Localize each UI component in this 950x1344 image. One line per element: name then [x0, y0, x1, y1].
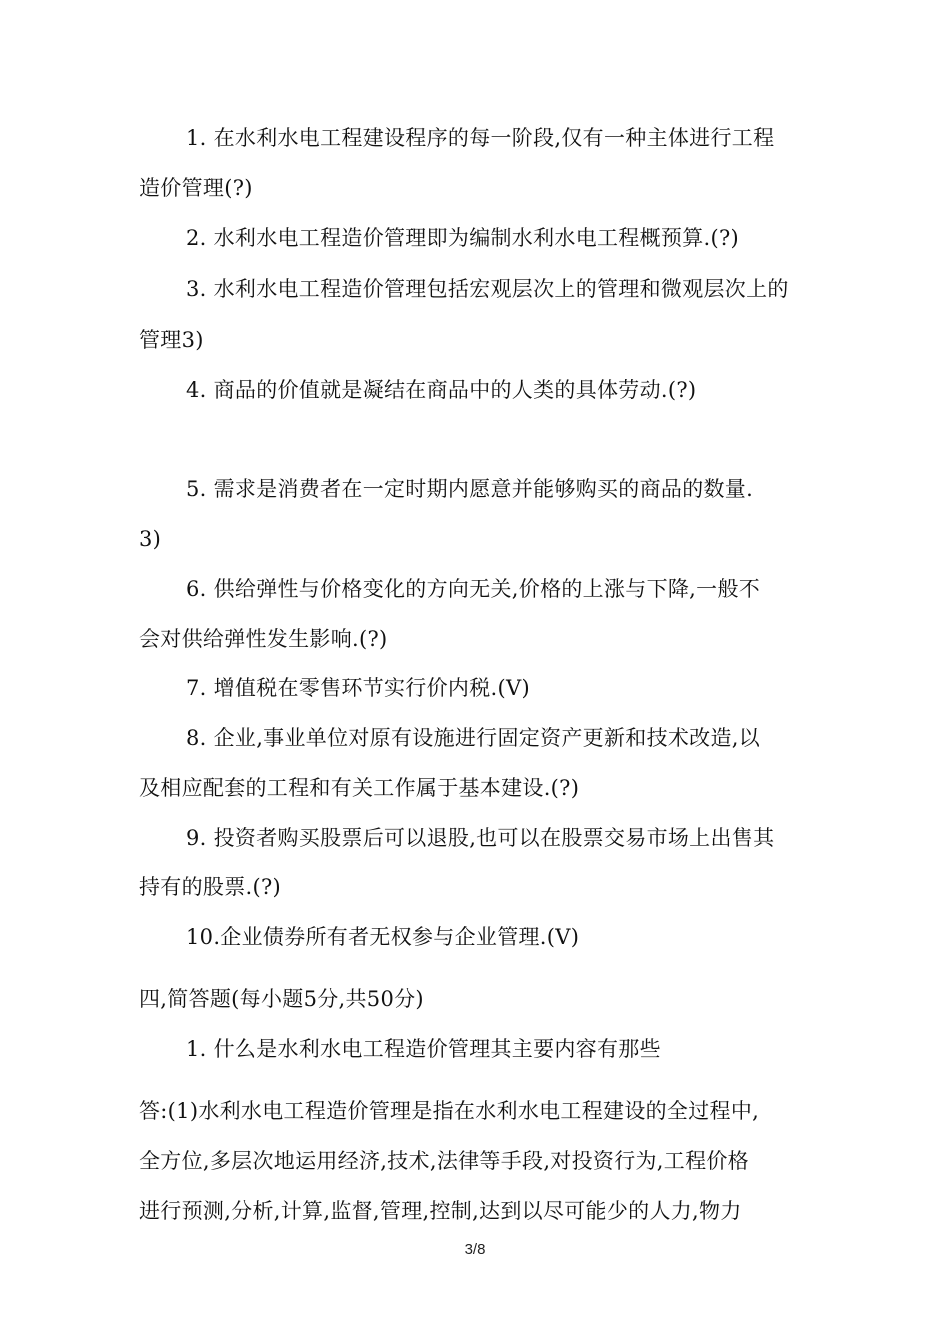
- text-line: 5. 需求是消费者在一定时期内愿意并能够购买的商品的数量.: [186, 477, 754, 501]
- text-line: 会对供给弹性发生影响.(?): [139, 627, 388, 651]
- text-line: 3. 水利水电工程造价管理包括宏观层次上的管理和微观层次上的: [186, 277, 789, 301]
- text-line: 管理3): [139, 328, 204, 352]
- text-line: 7. 增值税在零售环节实行价内税.(V): [186, 676, 530, 700]
- text-line: 6. 供给弹性与价格变化的方向无关,价格的上涨与下降,一般不: [186, 577, 761, 601]
- question-line: 1. 什么是水利水电工程造价管理其主要内容有那些: [186, 1037, 661, 1061]
- page-number: 3/8: [464, 1241, 486, 1258]
- answer-line: 答:(1)水利水电工程造价管理是指在水利水电工程建设的全过程中,: [139, 1099, 760, 1123]
- text-line: 1. 在水利水电工程建设程序的每一阶段,仅有一种主体进行工程: [186, 126, 775, 150]
- answer-line: 全方位,多层次地运用经济,技术,法律等手段,对投资行为,工程价格: [139, 1149, 749, 1173]
- text-line: 及相应配套的工程和有关工作属于基本建设.(?): [139, 776, 580, 800]
- text-line: 4. 商品的价值就是凝结在商品中的人类的具体劳动.(?): [186, 378, 697, 402]
- text-line: 持有的股票.(?): [139, 875, 282, 899]
- text-line: 3): [139, 527, 162, 551]
- text-line: 9. 投资者购买股票后可以退股,也可以在股票交易市场上出售其: [186, 826, 775, 850]
- text-line: 造价管理(?): [139, 176, 253, 200]
- text-line: 8. 企业,事业单位对原有设施进行固定资产更新和技术改造,以: [186, 726, 761, 750]
- section-heading: 四,简答题(每小题5分,共50分): [139, 987, 424, 1011]
- answer-line: 进行预测,分析,计算,监督,管理,控制,达到以尽可能少的人力,物力: [139, 1199, 742, 1223]
- text-line: 10.企业债券所有者无权参与企业管理.(V): [186, 925, 580, 949]
- text-line: 2. 水利水电工程造价管理即为编制水利水电工程概预算.(?): [186, 226, 740, 250]
